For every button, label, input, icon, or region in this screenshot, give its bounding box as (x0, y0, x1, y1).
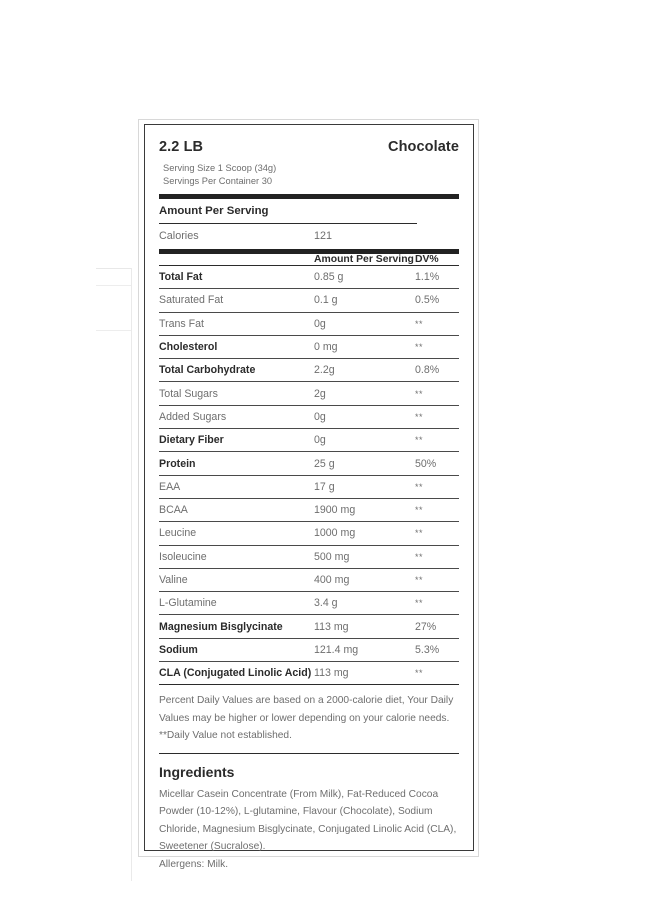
nutrient-daily-value: 0.5% (415, 289, 459, 312)
nutrient-daily-value (415, 498, 459, 521)
dv-not-established-marker: ** (415, 528, 424, 539)
nutrient-amount: 0.1 g (314, 289, 415, 312)
nutrient-daily-value (415, 382, 459, 405)
table-row (159, 429, 459, 452)
nutrient-amount: 25 g (314, 452, 415, 475)
nutrient-name: Magnesium Bisglycinate (159, 615, 314, 638)
table-row (159, 638, 459, 661)
nutrient-daily-value (415, 545, 459, 568)
package-size: 2.2 LB (159, 139, 204, 155)
table-row (159, 312, 459, 335)
nutrient-name: CLA (Conjugated Linolic Acid) (159, 662, 314, 685)
serving-info (159, 162, 459, 188)
dv-not-established-marker: ** (415, 388, 424, 399)
nutrient-daily-value (415, 522, 459, 545)
ingredients-text: Micellar Casein Concentrate (From Milk), Fat-Reduced Cocoa Powder (10-12%), L-glutamine, Flavour (Chocolate), Sodium Chloride, Magnesium Bisglycinate, Conjugated Linolic Acid (CLA), Sweetener (Sucralose). (159, 788, 457, 853)
column-header-amount: Amount Per Serving (314, 254, 414, 265)
column-header-dv: DV% (415, 254, 459, 266)
nutrient-amount: 1000 mg (314, 522, 415, 545)
nutrient-name: Total Sugars (159, 382, 314, 405)
dv-not-established-marker: ** (415, 411, 424, 422)
nutrient-name: EAA (159, 475, 314, 498)
nutrient-name: Total Carbohydrate (159, 359, 314, 382)
nutrient-amount: 0g (314, 312, 415, 335)
ingredients-heading: Ingredients (159, 763, 235, 780)
table-row (159, 266, 459, 289)
column-header-nutrient (159, 254, 314, 266)
table-row (159, 662, 459, 685)
nutrient-name: Leucine (159, 522, 314, 545)
nutrient-amount: 17 g (314, 475, 415, 498)
nutrient-daily-value (415, 335, 459, 358)
background-divider-line (96, 268, 132, 269)
nutrient-daily-value (415, 429, 459, 452)
table-row (159, 382, 459, 405)
dv-not-established-marker: ** (415, 481, 424, 492)
nutrient-daily-value: 5.3% (415, 638, 459, 661)
table-row (159, 545, 459, 568)
nutrition-table-body (159, 266, 459, 685)
table-row (159, 498, 459, 521)
nutrient-amount: 500 mg (314, 545, 415, 568)
table-row (159, 522, 459, 545)
nutrient-name: L-Glutamine (159, 592, 314, 615)
nutrient-daily-value (415, 662, 459, 685)
nutrient-daily-value: 50% (415, 452, 459, 475)
table-row (159, 405, 459, 428)
footnote-line-3: **Daily Value not established. (159, 730, 292, 742)
ingredients-section (159, 754, 459, 874)
dv-not-established-marker: ** (415, 551, 424, 562)
nutrient-amount: 400 mg (314, 568, 415, 591)
nutrient-amount: 0g (314, 405, 415, 428)
nutrient-name: Sodium (159, 638, 314, 661)
dv-not-established-marker: ** (415, 318, 424, 329)
servings-per-container: Servings Per Container 30 (163, 176, 273, 186)
nutrient-amount: 1900 mg (314, 498, 415, 521)
nutrient-daily-value: 27% (415, 615, 459, 638)
label-header (159, 139, 459, 155)
table-row (159, 359, 459, 382)
table-row (159, 568, 459, 591)
nutrient-name: BCAA (159, 498, 314, 521)
nutrient-amount: 2g (314, 382, 415, 405)
table-row (159, 452, 459, 475)
calories-value: 121 (314, 230, 333, 242)
nutrient-daily-value (415, 312, 459, 335)
nutrient-amount: 121.4 mg (314, 638, 415, 661)
nutrient-amount: 0 mg (314, 335, 415, 358)
nutrient-name: Saturated Fat (159, 289, 314, 312)
footnote-line-1: Percent Daily Values are based on a 2000-calorie diet, Your Daily (159, 695, 454, 707)
flavor-name: Chocolate (388, 139, 459, 155)
dv-not-established-marker: ** (415, 598, 424, 609)
allergens-text: Allergens: Milk. (159, 858, 229, 870)
nutrient-daily-value: 1.1% (415, 266, 459, 289)
nutrient-name: Trans Fat (159, 312, 314, 335)
nutrient-name: Isoleucine (159, 545, 314, 568)
calories-row (159, 224, 459, 249)
nutrient-name: Protein (159, 452, 314, 475)
nutrient-daily-value (415, 568, 459, 591)
background-vertical-rule (131, 268, 132, 881)
nutrition-table (159, 254, 459, 685)
dv-not-established-marker: ** (415, 435, 424, 446)
nutrient-daily-value: 0.8% (415, 359, 459, 382)
background-placeholder-box (96, 285, 132, 331)
dv-not-established-marker: ** (415, 668, 424, 679)
table-row (159, 335, 459, 358)
nutrient-name: Dietary Fiber (159, 429, 314, 452)
table-row (159, 289, 459, 312)
table-row (159, 475, 459, 498)
nutrition-table-header (159, 254, 459, 266)
nutrient-name: Cholesterol (159, 335, 314, 358)
footnote-line-2: Values may be higher or lower depending on your calorie needs. (159, 712, 450, 724)
table-row (159, 615, 459, 638)
nutrient-amount: 0g (314, 429, 415, 452)
nutrient-amount: 3.4 g (314, 592, 415, 615)
nutrient-daily-value (415, 592, 459, 615)
nutrient-amount: 113 mg (314, 662, 415, 685)
table-row (159, 592, 459, 615)
serving-size: Serving Size 1 Scoop (34g) (163, 163, 277, 173)
nutrient-amount: 113 mg (314, 615, 415, 638)
calories-label: Calories (159, 230, 199, 242)
dv-not-established-marker: ** (415, 342, 424, 353)
dv-not-established-marker: ** (415, 505, 424, 516)
amount-per-serving-heading: Amount Per Serving (159, 199, 417, 224)
nutrient-daily-value (415, 405, 459, 428)
nutrient-name: Valine (159, 568, 314, 591)
nutrient-name: Total Fat (159, 266, 314, 289)
nutrient-name: Added Sugars (159, 405, 314, 428)
nutrient-amount: 0.85 g (314, 266, 415, 289)
nutrition-facts-label (144, 124, 474, 870)
daily-value-footnote (159, 685, 459, 754)
nutrient-daily-value (415, 475, 459, 498)
dv-not-established-marker: ** (415, 575, 424, 585)
nutrient-amount: 2.2g (314, 359, 415, 382)
